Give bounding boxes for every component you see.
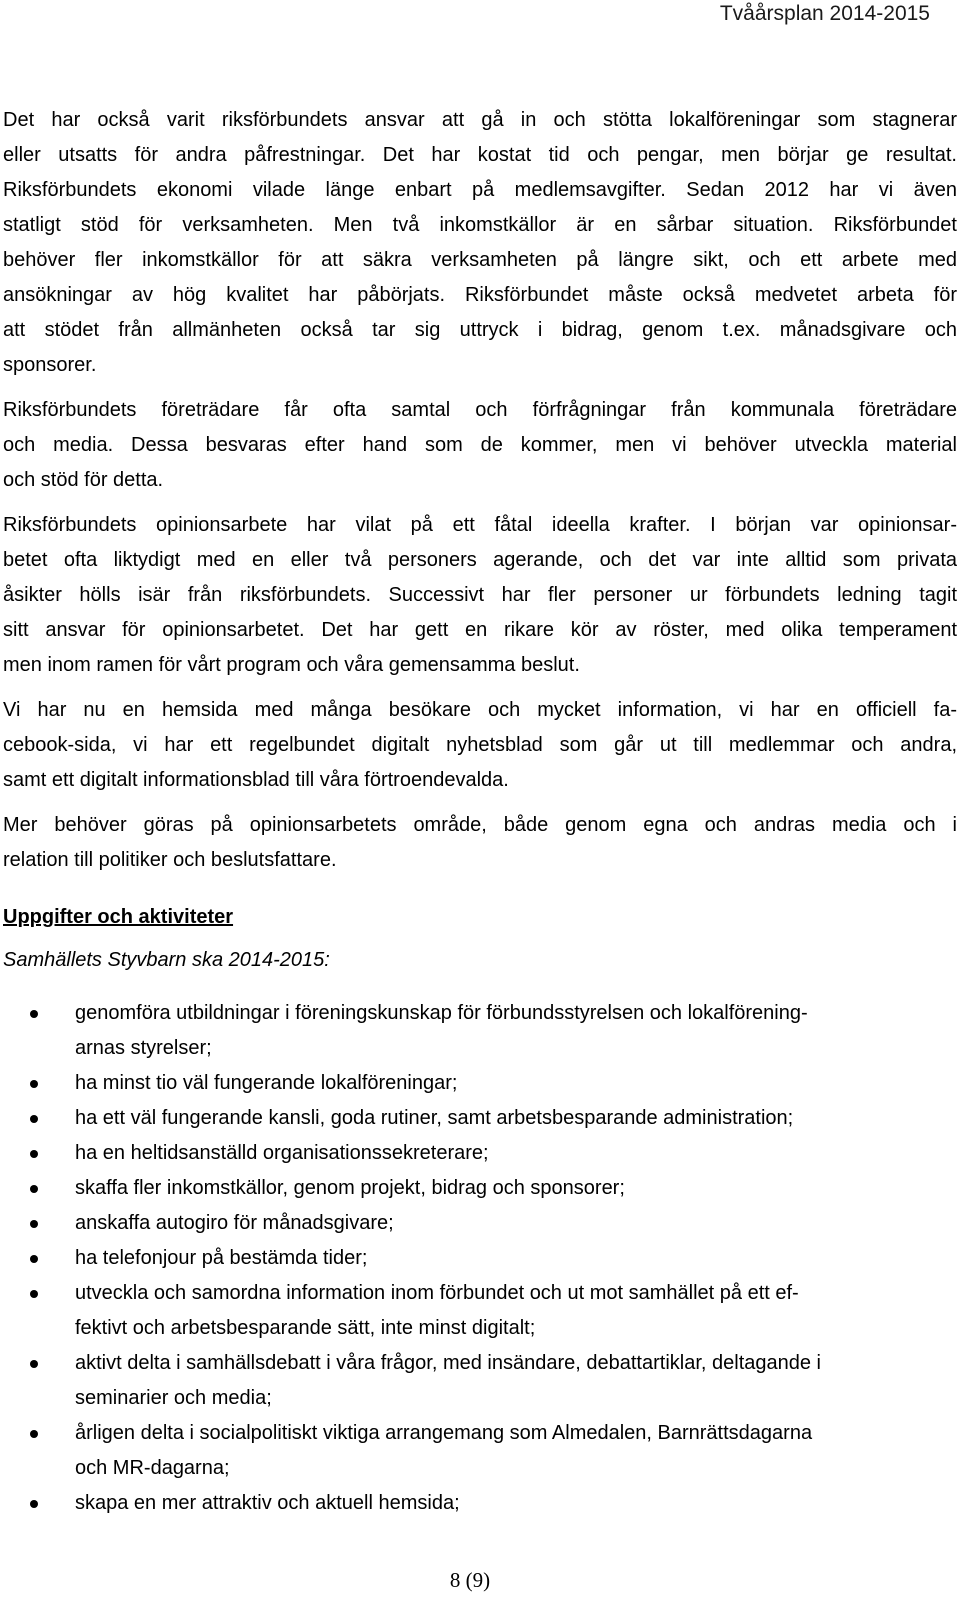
bullet-icon	[30, 1010, 38, 1018]
list-item	[3, 1101, 957, 1136]
list-item-line: seminarier och media;	[75, 1387, 272, 1409]
task-list	[3, 996, 957, 1521]
list-item	[3, 1486, 957, 1521]
paragraph-line: Riksförbundets företrädare får ofta samtal och förfrågningar från kommunala företrädare	[3, 399, 957, 421]
paragraph-line: åsikter hölls isär från riksförbundets. Successivt har fler personer ur förbundets ledning tagit	[3, 584, 957, 606]
paragraph-line: ansökningar av hög kvalitet har påbörjats. Riksförbundet måste också medvetet arbeta för	[3, 284, 957, 306]
document-header-title: Tvåårsplan 2014-2015	[719, 2, 930, 25]
bullet-icon	[30, 1220, 38, 1228]
list-item-line: fektivt och arbetsbesparande sätt, inte minst digitalt;	[75, 1317, 536, 1339]
list-item-line: anskaffa autogiro för månadsgivare;	[75, 1212, 394, 1234]
list-item	[3, 1346, 957, 1416]
bullet-icon	[30, 1360, 38, 1368]
paragraph-line: Riksförbundets ekonomi vilade länge enbart på medlemsavgifter. Sedan 2012 har vi även	[3, 179, 957, 201]
bullet-icon	[30, 1185, 38, 1193]
paragraph-line: men inom ramen för vårt program och våra gemensamma beslut.	[3, 654, 580, 676]
paragraph-line: sponsorer.	[3, 354, 97, 376]
body-paragraph	[3, 508, 957, 683]
list-item	[3, 1276, 957, 1346]
bullet-icon	[30, 1290, 38, 1298]
paragraph-line: statligt stöd för verksamheten. Men två inkomstkällor är en sårbar situation. Riksförbundet	[3, 214, 957, 236]
list-item-line: aktivt delta i samhällsdebatt i våra frågor, med insändare, debattartiklar, deltagande i	[75, 1352, 821, 1374]
list-item-line: ha ett väl fungerande kansli, goda rutiner, samt arbetsbesparande administration;	[75, 1107, 794, 1129]
document-body	[3, 103, 957, 1521]
section-heading: Uppgifter och aktiviteter	[3, 906, 234, 928]
paragraph-line: eller utsatts för andra påfrestningar. Det har kostat tid och pengar, men börjar ge resultat.	[3, 144, 957, 166]
page-number: 8 (9)	[449, 1568, 491, 1592]
list-item-line: utveckla och samordna information inom förbundet och ut mot samhället på ett ef-	[75, 1282, 799, 1304]
bullet-icon	[30, 1430, 38, 1438]
body-paragraph	[3, 693, 957, 798]
body-paragraph	[3, 103, 957, 383]
list-item-line: ha minst tio väl fungerande lokalföreningar;	[75, 1072, 458, 1094]
paragraph-line: samt ett digitalt informationsblad till våra förtroendevalda.	[3, 769, 509, 791]
bullet-icon	[30, 1080, 38, 1088]
body-paragraph	[3, 808, 957, 878]
paragraph-line: Riksförbundets opinionsarbete har vilat på ett fåtal ideella krafter. I början var opinionsar-	[3, 514, 957, 536]
list-item-line: genomföra utbildningar i föreningskunskap för förbundsstyrelsen och lokalförening-	[75, 1002, 808, 1024]
bullet-icon	[30, 1150, 38, 1158]
list-item	[3, 1136, 957, 1171]
list-item	[3, 1241, 957, 1276]
paragraph-line: relation till politiker och beslutsfattare.	[3, 849, 337, 871]
bullet-icon	[30, 1115, 38, 1123]
list-item-line: ha telefonjour på bestämda tider;	[75, 1247, 368, 1269]
list-item-line: skapa en mer attraktiv och aktuell hemsida;	[75, 1492, 460, 1514]
list-item-line: ha en heltidsanställd organisationssekreterare;	[75, 1142, 489, 1164]
body-paragraphs	[3, 103, 957, 878]
paragraph-line: cebook-sida, vi har ett regelbundet digitalt nyhetsblad som går ut till medlemmar och andra,	[3, 734, 957, 756]
list-item-line: arnas styrelser;	[75, 1037, 212, 1059]
list-item	[3, 1206, 957, 1241]
paragraph-line: och media. Dessa besvaras efter hand som de kommer, men vi behöver utveckla material	[3, 434, 957, 456]
paragraph-line: och stöd för detta.	[3, 469, 164, 491]
paragraph-line: att stödet från allmänheten också tar sig uttryck i bidrag, genom t.ex. månadsgivare och	[3, 319, 957, 341]
list-item-line: och MR-dagarna;	[75, 1457, 230, 1479]
section-subheading: Samhällets Styvbarn ska 2014-2015:	[3, 949, 330, 971]
body-paragraph	[3, 393, 957, 498]
paragraph-line: Mer behöver göras på opinionsarbetets område, både genom egna och andras media och i	[3, 814, 957, 836]
paragraph-line: behöver fler inkomstkällor för att säkra verksamheten på längre sikt, och ett arbete med	[3, 249, 957, 271]
list-item	[3, 1066, 957, 1101]
paragraph-line: Det har också varit riksförbundets ansvar att gå in och stötta lokalföreningar som stagnerar	[3, 109, 957, 131]
list-item	[3, 996, 957, 1066]
paragraph-line: Vi har nu en hemsida med många besökare och mycket information, vi har en officiell fa-	[3, 699, 957, 721]
list-item-line: skaffa fler inkomstkällor, genom projekt, bidrag och sponsorer;	[75, 1177, 625, 1199]
list-item-line: årligen delta i socialpolitiskt viktiga arrangemang som Almedalen, Barnrättsdagarna	[75, 1422, 813, 1444]
list-item	[3, 1171, 957, 1206]
paragraph-line: betet ofta liktydigt med en eller två personers agerande, och det var inte alltid som privata	[3, 549, 957, 571]
list-item	[3, 1416, 957, 1486]
paragraph-line: sitt ansvar för opinionsarbetet. Det har gett en rikare kör av röster, med olika temperament	[3, 619, 957, 641]
bullet-icon	[30, 1500, 38, 1508]
bullet-icon	[30, 1255, 38, 1263]
